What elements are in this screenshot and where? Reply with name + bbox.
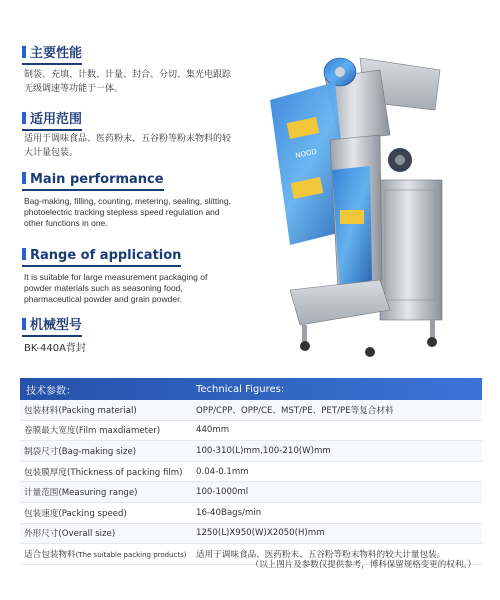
application-en-text: It is suitable for large measurement packaging of powder materials such as seasoning food, pharmaceutical powder and grain powder. [24,272,208,304]
section-title-model: 机械型号 [22,314,82,337]
row-label [20,548,196,560]
row-value: 440mm [196,425,230,436]
row-label [20,404,196,416]
title-bar-icon [22,318,26,330]
row-value: 1250(L)X950(W)X2050(H)mm [196,528,325,539]
row-label-text: 外形尺寸(Overall size) [24,529,116,540]
spec-table [20,378,482,565]
row-value: OPP/CPP、OPP/CE、MST/PE、PET/PE等复合材料 [196,405,394,416]
row-label [20,486,196,498]
row-label-text: 制袋尺寸(Bag-making size) [24,446,137,457]
row-label-text: 包装膜厚度(Thickness of packing film) [24,467,183,478]
table-row [20,482,482,503]
row-label-text: 包装材料(Packing material) [24,405,137,416]
row-label-text: 计量范围(Measuring range) [24,488,138,499]
header-right: Technical Figures: [196,383,285,395]
bag-label: NOOD [294,147,318,160]
row-value: 适用于调味食品、医药粉末、五谷粉等粉末物料的较大计量包装。 [196,549,446,560]
row-value: 100-310(L)mm,100-210(W)mm [196,445,331,456]
model-value: BK-440A背封 [24,343,86,354]
table-row [20,503,482,524]
table-row [20,462,482,483]
row-label [20,445,196,457]
row-label [20,424,196,436]
packing-machine-image [230,40,495,370]
section-title-main-performance-cn: 主要性能 [22,42,82,65]
row-label-text: 适合包装物料 [24,549,76,560]
table-row [20,441,482,462]
section-title-application-cn: 适用范围 [22,108,82,131]
title-bar-icon [22,46,26,58]
row-value: 0.04-0.1mm [196,466,249,477]
spec-table-body [20,400,482,565]
title-bar-icon [22,172,26,184]
header-left: 技术参数： [26,385,76,397]
section-title-application-en: Range of application [22,248,181,267]
table-row [20,400,482,421]
section-title-main-performance-en: Main performance [22,172,164,191]
row-label [20,507,196,519]
row-label [20,527,196,539]
disclaimer-note: （以上图片及参数仅提供参考，博科保留规格变更的权利。） [250,560,476,570]
table-row [20,524,482,545]
row-value: 16-40Bags/min [196,507,262,518]
row-label [20,466,196,478]
title-bar-icon [22,112,26,124]
application-cn-text: 适用于调味食品、医药粉末、五谷粉等粉末物料的较大计量包装。 [24,134,232,158]
main-performance-cn-text: 制袋、充填、计数、计量、封合、分切、集光电跟踪无级调速等功能于一体。 [24,70,232,94]
main-performance-en-text: Bag-making, filling, counting, metering, sealing, slitting, photoelectric tracking stepless speed regulation and other functions in one. [24,196,231,228]
title-bar-icon [22,248,26,260]
row-value: 100-1000ml [196,487,249,498]
row-label-text: 卷膜最大宽度(Film maxdiameter) [24,426,161,437]
spec-table-header [20,378,482,400]
row-label-text: 包装速度(Packing speed) [24,508,127,519]
row-label-small: (The suitable packing products) [75,550,187,559]
table-row [20,421,482,442]
